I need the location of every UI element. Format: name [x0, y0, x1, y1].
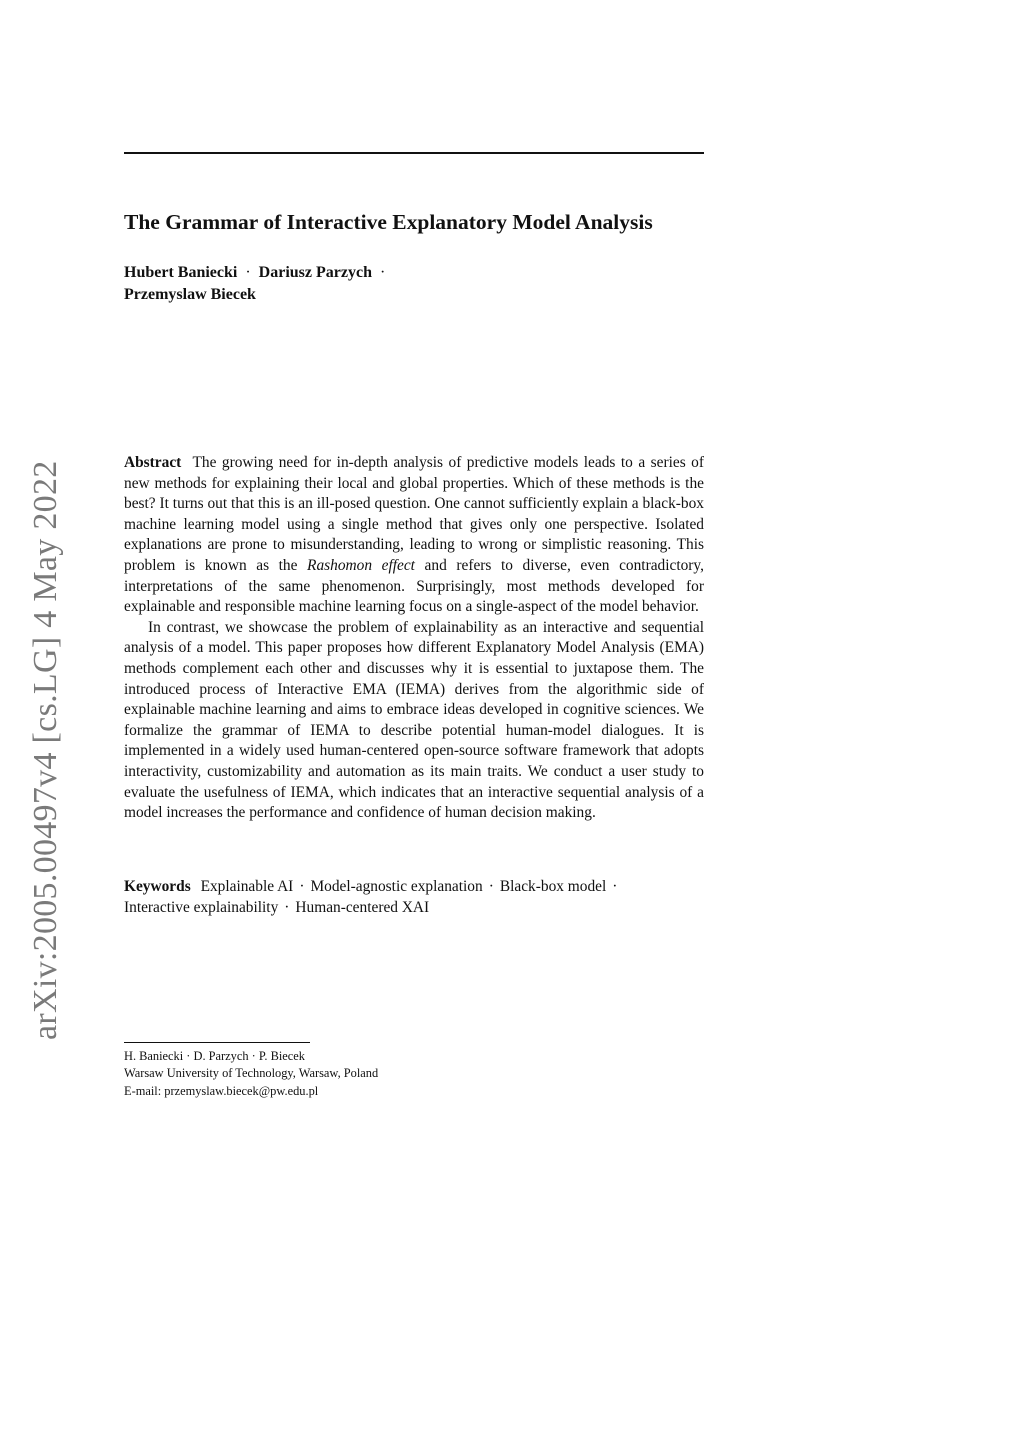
keyword-separator: ·	[488, 878, 494, 895]
author-separator: ·	[245, 264, 251, 281]
author-list	[124, 262, 704, 306]
author-name: Przemyslaw Biecek	[124, 286, 256, 303]
keyword: Human-centered XAI	[295, 899, 430, 916]
abstract-paragraph-1	[124, 453, 704, 618]
paper-title: The Grammar of Interactive Explanatory Model Analysis	[124, 210, 653, 234]
abstract-section	[124, 453, 704, 824]
abstract-text: The growing need for in-depth analysis of predictive models leads to a series of new methods for explaining their local and global properties. Which of these methods is the best? It turns out that this is an ill-posed question. One cannot sufficiently explain a black-box machine learning model using a single method that gives only one perspective. Isolated explanations are prone to misunderstanding, leading to wrong or simplistic reasoning. This problem is known as the	[124, 454, 705, 574]
header-rule	[124, 152, 704, 154]
author-name: Dariusz Parzych	[258, 264, 372, 281]
keywords-heading: Keywords	[124, 878, 191, 895]
keyword-separator: ·	[284, 899, 290, 916]
author-name: Hubert Baniecki	[124, 264, 238, 281]
keyword: Black-box model	[499, 878, 607, 895]
footnote-rule	[124, 1042, 310, 1043]
abstract-heading: Abstract	[124, 454, 182, 471]
keywords-section	[124, 876, 704, 918]
footnote-authors: H. Baniecki · D. Parzych · P. Biecek	[124, 1049, 305, 1063]
keyword: Interactive explainability	[124, 899, 279, 916]
footnote-email: E-mail: przemyslaw.biecek@pw.edu.pl	[124, 1083, 319, 1098]
abstract-text: and refers to diverse, even contradictory, interpretations of the same phenomenon. Surprisingly, most methods developed for explainable and responsible machine learning focus on a single-aspect of the model behavior.	[124, 556, 704, 616]
author-separator: ·	[379, 264, 386, 281]
footnote-affiliation: Warsaw University of Technology, Warsaw, Poland	[124, 1066, 379, 1081]
abstract-emphasis: Rashomon effect	[307, 556, 415, 574]
arxiv-identifier-stamp: arXiv:2005.00497v4 [cs.LG] 4 May 2022	[27, 460, 64, 1040]
keyword: Explainable AI	[200, 878, 294, 895]
keyword-separator: ·	[612, 878, 618, 895]
footnote	[124, 1048, 704, 1100]
keyword: Model-agnostic explanation	[310, 878, 483, 895]
keyword-separator: ·	[299, 878, 305, 895]
abstract-paragraph-2: In contrast, we showcase the problem of explainability as an interactive and sequential analysis of a model. This paper proposes how different Explanatory Model Analysis (EMA) methods complement each other and discusses why it is essential to juxtapose them. The introduced process of Interactive EMA (IEMA) derives from the algorithmic side of explainable machine learning and aims to embrace ideas developed in cognitive sciences. We formalize the grammar of IEMA to describe potential human-model dialogues. It is implemented in a widely used human-centered open-source software framework that adopts interactivity, customizability and automation as its main traits. We conduct a user study to evaluate the usefulness of IEMA, which indicates that an interactive sequential analysis of a model increases the performance and confidence of human decision making.	[124, 618, 704, 822]
